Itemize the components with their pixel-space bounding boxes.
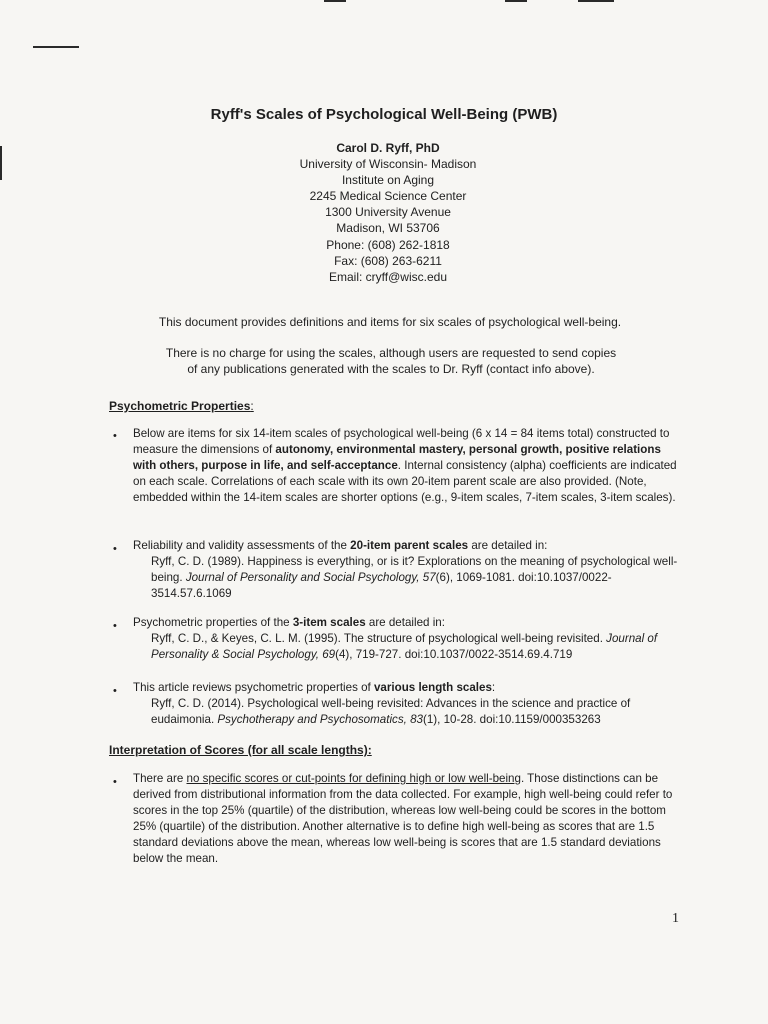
section-heading-psychometric	[109, 399, 254, 413]
citation-journal: Journal of Personality and Social Psychology, 57	[185, 571, 436, 585]
usage-note-line: of any publications generated with the scales to Dr. Ryff (contact info above).	[187, 362, 595, 376]
contact-line: Institute on Aging	[341, 173, 435, 188]
usage-note	[0, 345, 768, 377]
section-heading-colon: :	[250, 399, 254, 413]
bullet-text: There are	[133, 772, 187, 785]
bullet-emphasis: autonomy, environmental mastery, personal growth, positive relations with others, purpose in life, and self-acceptance	[133, 443, 661, 473]
section-heading-text: Interpretation of Scores (for all scale lengths)	[109, 743, 368, 757]
bullet-lead	[133, 538, 678, 554]
citation-text: (6), 1069-1081. doi:10.1037/0022-3514.57.6.1069	[151, 571, 612, 601]
bullet-text: This article reviews psychometric properties of	[133, 681, 374, 694]
bullet-item	[133, 615, 678, 663]
bullet-glyph: •	[113, 685, 117, 697]
bullet-glyph: •	[113, 776, 117, 788]
citation-journal: Journal of Personality & Social Psychology, 69	[151, 632, 658, 662]
scan-artifact-top-dash	[578, 0, 614, 2]
citation-journal: Psychotherapy and Psychosomatics, 83	[217, 713, 423, 727]
contact-line: Phone: (608) 262-1818	[326, 237, 450, 252]
bullet-text: . Internal consistency (alpha) coefficients are indicated on each scale. Correlations of each scale with its own 20-item parent scale are also provided. (Note, embedded within the 14-item scales are shorter options (e.g., 9-item scales, 7-item scales, 3-item scales).	[133, 459, 677, 505]
contact-line: Email: cryff@wisc.edu	[329, 269, 447, 284]
bullet-text: are detailed in:	[468, 539, 548, 552]
bullet-text: Below are items for six 14-item scales of psychological well-being (6 x 14 = 84 items total) constructed to measure the dimensions of	[133, 427, 670, 457]
bullet-underlined-text: no specific scores or cut-points for defining high or low well-being	[186, 772, 521, 785]
contact-line: 2245 Medical Science Center	[309, 189, 467, 204]
bullet-emphasis: 20-item parent scales	[350, 539, 469, 552]
citation-text: (4), 719-727. doi:10.1037/0022-3514.69.4.719	[335, 648, 573, 662]
contact-line: University of Wisconsin- Madison	[299, 157, 477, 172]
bullet-emphasis: various length scales	[373, 681, 492, 694]
document-title: Ryff's Scales of Psychological Well-Being (PWB)	[210, 106, 558, 123]
bullet-text: Psychometric properties of the	[133, 616, 293, 629]
citation	[133, 631, 678, 663]
page-number: 1	[672, 911, 679, 926]
section-heading-text: Psychometric Properties	[109, 399, 251, 413]
usage-note-line: There is no charge for using the scales, although users are requested to send copies	[165, 346, 617, 360]
bullet-glyph: •	[113, 620, 117, 632]
citation-text: Ryff, C. D., & Keyes, C. L. M. (1995). The structure of psychological well-being revisited.	[151, 632, 607, 646]
bullet-lead	[133, 680, 678, 696]
bullet-text: Reliability and validity assessments of the	[133, 539, 351, 552]
citation-text: Ryff, C. D. (1989). Happiness is everything, or is it? Explorations on the meaning of psychological well-being.	[151, 555, 678, 585]
bullet-emphasis: 3-item scales	[292, 616, 366, 629]
scan-artifact-top-dash	[324, 0, 346, 2]
contact-line: Madison, WI 53706	[336, 221, 440, 236]
contact-line: 1300 University Avenue	[325, 205, 451, 220]
bullet-item	[133, 426, 678, 506]
scan-artifact-top-dash	[505, 0, 527, 2]
contact-line: Fax: (608) 263-6211	[334, 253, 442, 268]
bullet-text: are detailed in:	[365, 616, 445, 629]
bullet-text: . Those distinctions can be derived from distributional information from the data collected. For example, high well-being could refer to scores in the top 25% (quartile) of the distribution, whereas low well-being could be scores in the bottom 25% (quartile) of the distribution. Another alternative is to define high well-being as scores that are 1.5 standard deviations above the mean, whereas low well-being is scores that are 1.5 standard deviations below the mean.	[133, 772, 673, 866]
section-heading-interpretation	[109, 743, 372, 757]
citation	[133, 696, 678, 728]
bullet-glyph: •	[113, 543, 117, 555]
bullet-lead	[133, 615, 678, 631]
citation-text: Ryff, C. D. (2014). Psychological well-being revisited: Advances in the science and practice of eudaimonia.	[151, 697, 631, 727]
section-heading-colon: :	[367, 743, 372, 757]
contact-block	[0, 140, 768, 285]
scan-artifact-line	[33, 46, 79, 48]
citation-text: (1), 10-28. doi:10.1159/000353263	[422, 713, 601, 727]
author-name: Carol D. Ryff, PhD	[336, 141, 440, 155]
bullet-item	[133, 538, 678, 602]
bullet-glyph: •	[113, 430, 117, 442]
bullet-item	[133, 771, 678, 868]
intro-paragraph: This document provides definitions and items for six scales of psychological well-being.	[158, 315, 622, 329]
bullet-item	[133, 680, 678, 728]
bullet-text: :	[491, 681, 496, 694]
citation	[133, 554, 678, 602]
